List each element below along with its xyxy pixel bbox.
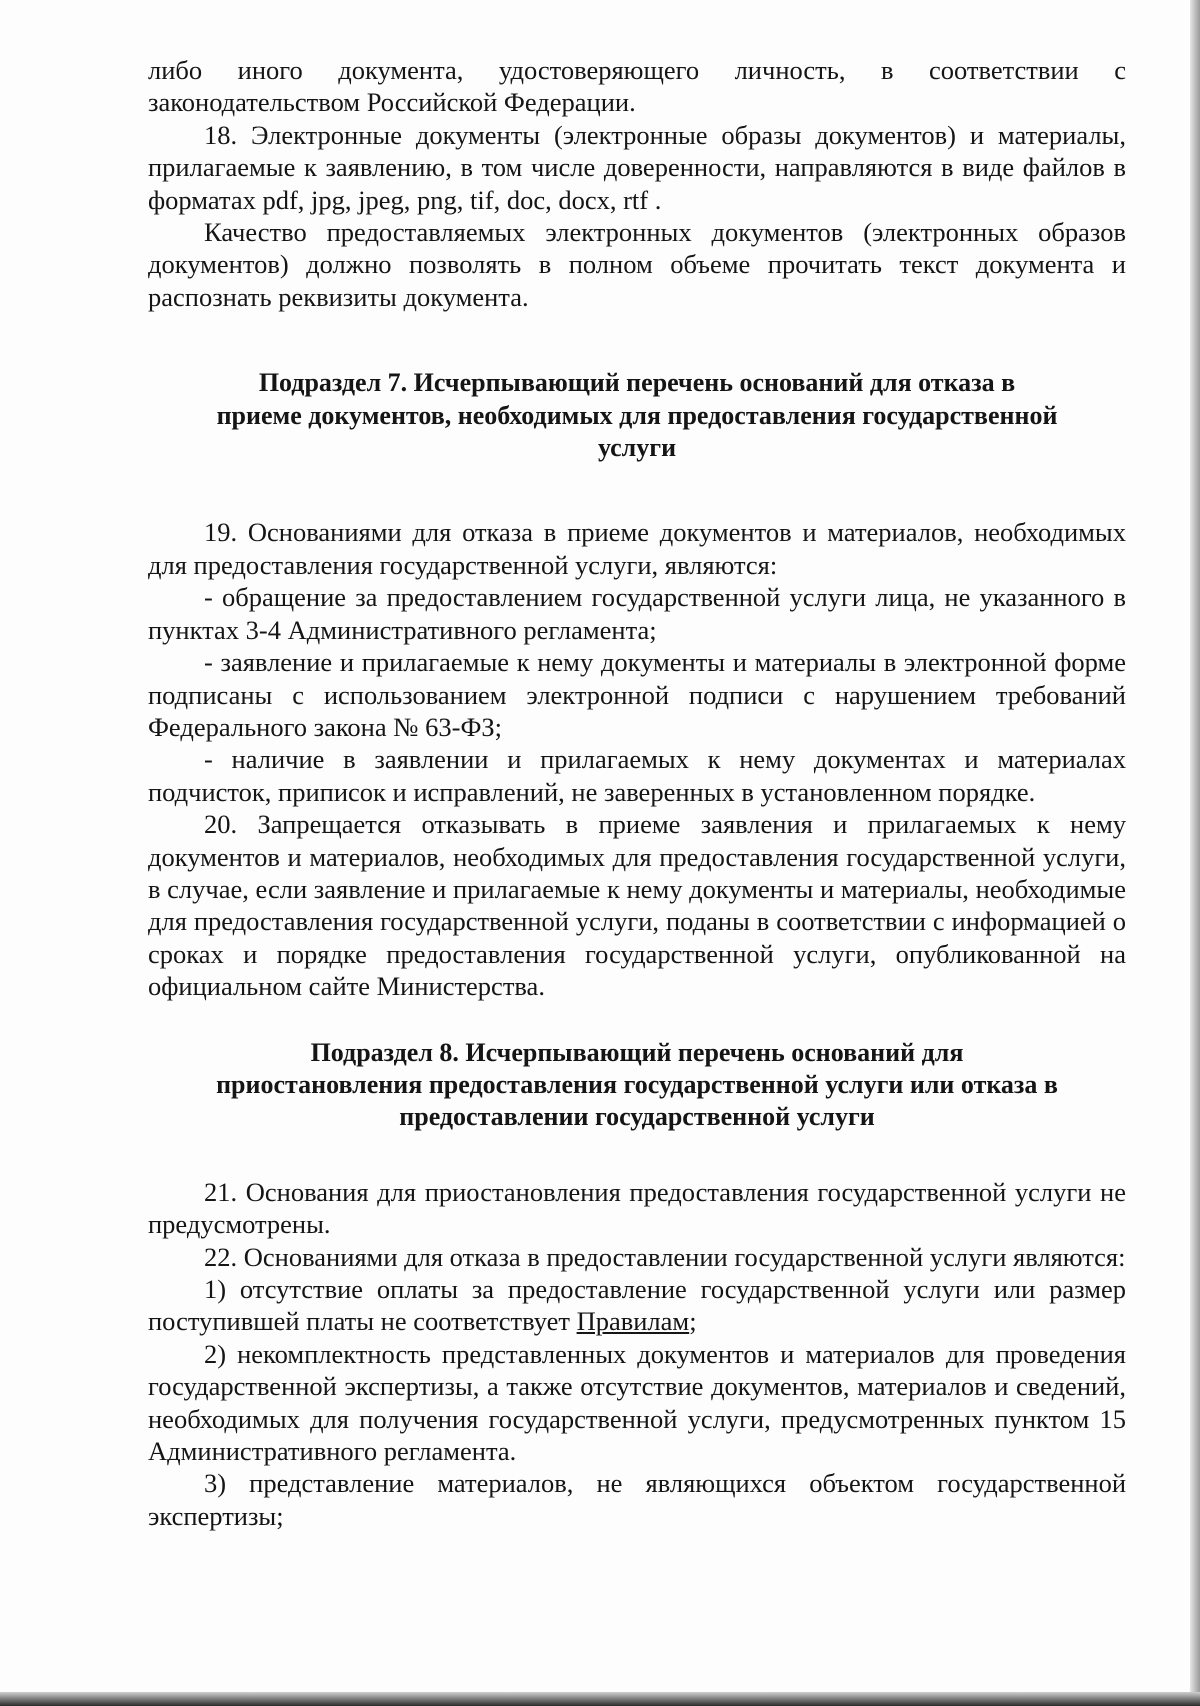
scan-shadow-right xyxy=(1190,0,1200,1706)
paragraph-19-item-c: - наличие в заявлении и прилагаемых к нему документах и материалах подчисток, приписок и исправлений, не заверенных в установленном порядке. xyxy=(148,744,1126,807)
paragraph-18: 18. Электронные документы (электронные образы документов) и материалы, прилагаемые к заявлению, в том числе доверенности, направляются в виде файлов в форматах pdf, jpg, jpeg, png, tif, doc, docx, rtf . xyxy=(148,119,1126,215)
paragraph-22-item-3: 3) представление материалов, не являющихся объектом государственной экспертизы; xyxy=(148,1468,1126,1531)
paragraph-22-item-1 xyxy=(148,1273,1126,1338)
scan-shadow-bottom xyxy=(0,1692,1200,1706)
paragraph-22-item-2: 2) некомплектность представленных документов и материалов для проведения государственной экспертизы, а также отсутствие документов, материалов и сведений, необходимых для получения государственной услуги, предусмотренных пунктом 15 Административного регламента. xyxy=(148,1338,1126,1467)
paragraph-20: 20. Запрещается отказывать в приеме заявления и прилагаемых к нему документов и материалов, необходимых для предоставления государственной услуги, в случае, если заявление и прилагаемые к нему документы и материалы, необходимые для предоставления государственной услуги, поданы в соответствии с информацией о сроках и порядке предоставления государственной услуги, опубликованной на официальном сайте Министерства. xyxy=(148,809,1126,1002)
subsection-8-heading-line-1: Подраздел 8. Исчерпывающий перечень оснований для xyxy=(310,1037,964,1067)
paragraph-22-item-1-text: 1) отсутствие оплаты за предоставление государственной услуги или размер поступившей платы не соответствует xyxy=(148,1274,1126,1337)
paragraph-quality: Качество предоставляемых электронных документов (электронных образов документов) должно позволять в полном объеме прочитать текст документа и распознать реквизиты документа. xyxy=(148,217,1126,312)
subsection-7-heading-line-1: Подраздел 7. Исчерпывающий перечень оснований для отказа в xyxy=(258,368,1016,398)
subsection-8-heading xyxy=(148,1037,1126,1134)
paragraph-continuation: либо иного документа, удостоверяющего личность, в соответствии с законодательством Российской Федерации. xyxy=(148,55,1126,118)
subsection-8-heading-line-2: приостановления предоставления государственной услуги или отказа в xyxy=(216,1069,1058,1099)
paragraph-19-item-a: - обращение за предоставлением государственной услуги лица, не указанного в пунктах 3-4 Административного регламента; xyxy=(148,582,1126,645)
document-body xyxy=(148,54,1126,1532)
paragraph-19: 19. Основаниями для отказа в приеме документов и материалов, необходимых для предоставления государственной услуги, являются: xyxy=(148,517,1126,580)
rules-link[interactable]: Правилам xyxy=(576,1306,690,1337)
paragraph-21: 21. Основания для приостановления предоставления государственной услуги не предусмотрены. xyxy=(148,1176,1126,1240)
paragraph-19-item-b: - заявление и прилагаемые к нему документы и материалы в электронной форме подписаны с использованием электронной подписи с нарушением требований Федерального закона № 63-ФЗ; xyxy=(148,647,1126,742)
subsection-7-heading xyxy=(148,367,1126,464)
paragraph-22-item-1-end: ; xyxy=(689,1306,697,1337)
subsection-7-heading-line-2: приеме документов, необходимых для предоставления государственной xyxy=(216,400,1058,430)
subsection-7-heading-line-3: услуги xyxy=(597,433,677,463)
paragraph-22: 22. Основаниями для отказа в предоставлении государственной услуги являются: xyxy=(204,1241,1126,1272)
subsection-8-heading-line-3: предоставлении государственной услуги xyxy=(399,1102,875,1132)
